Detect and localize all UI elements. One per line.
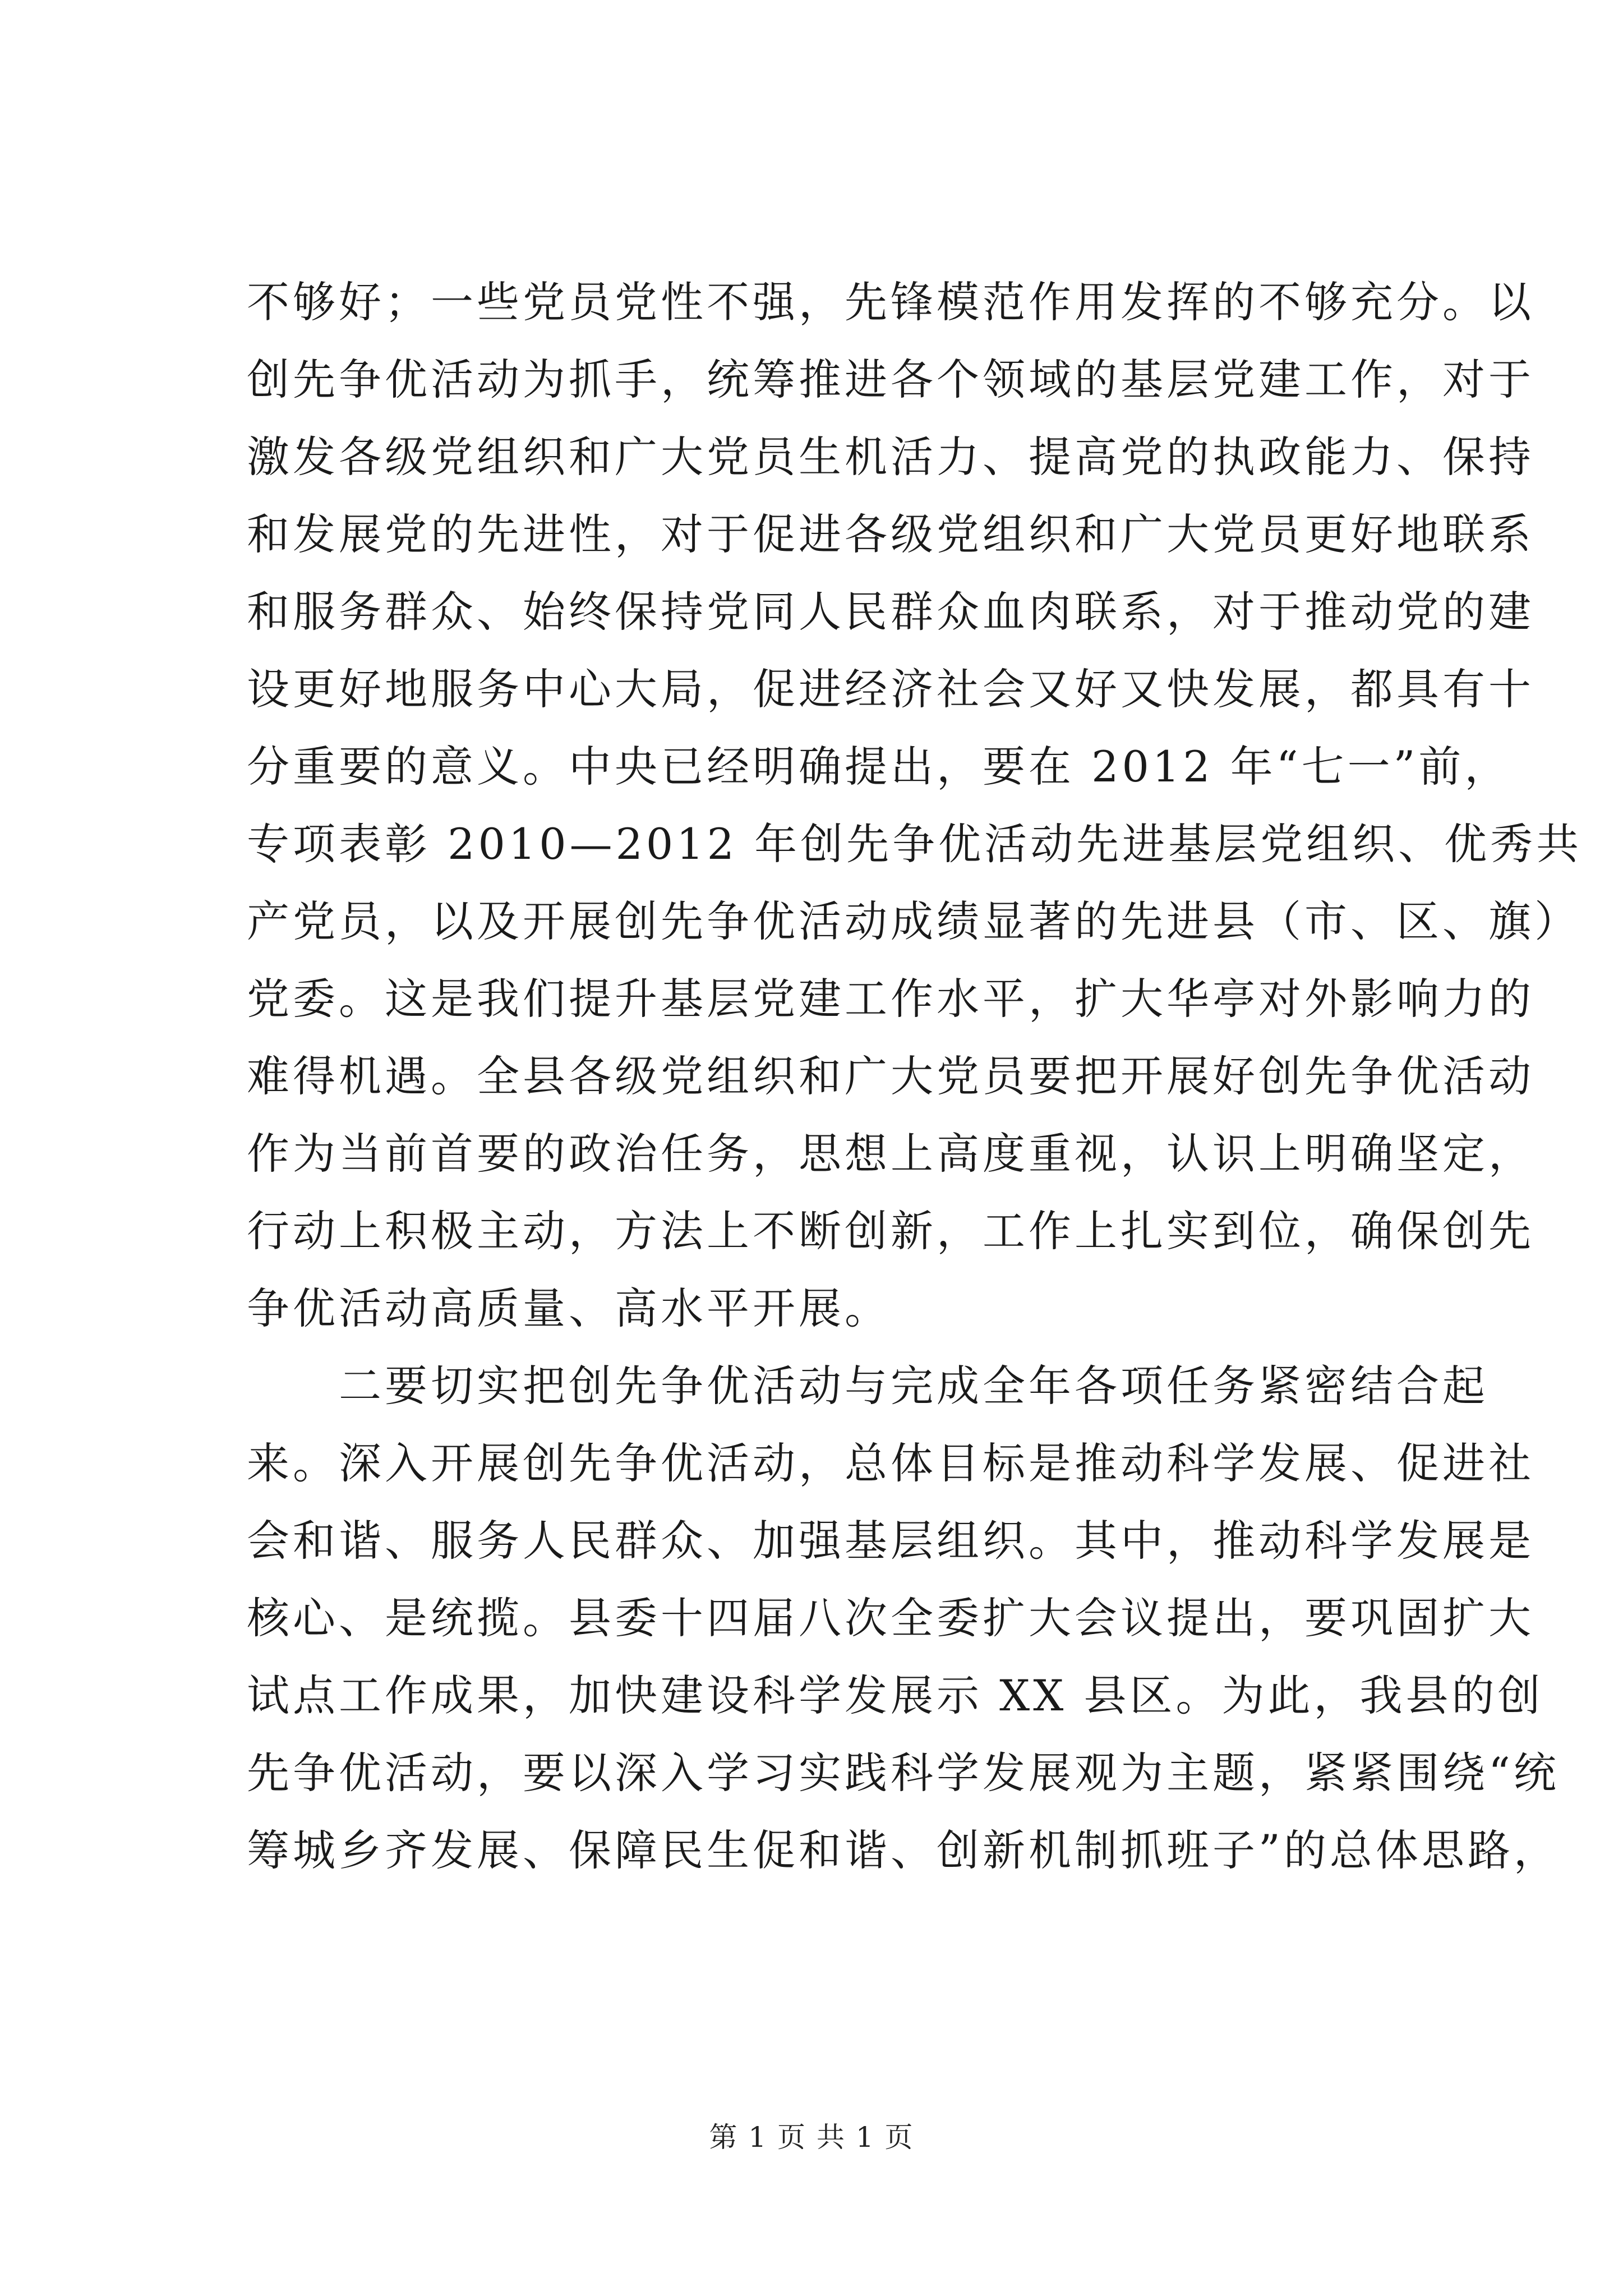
text-line: 不够好；一些党员党性不强，先锋模范作用发挥的不够充分。以	[247, 277, 1534, 327]
text-line: 核心、是统揽。县委十四届八次全委扩大会议提出，要巩固扩大	[247, 1593, 1534, 1643]
paragraph-1	[247, 264, 1583, 1347]
page-footer	[0, 2115, 1623, 2155]
text-line: 会和谐、服务人民群众、加强基层组织。其中，推动科学发展是	[247, 1516, 1534, 1566]
text-line: 分重要的意义。中央已经明确提出，要在 2012 年“七一”前，	[247, 742, 1511, 792]
text-line: 争优活动高质量、高水平开展。	[247, 1283, 891, 1333]
text-line: 先争优活动，要以深入学习实践科学发展观为主题，紧紧围绕“统	[247, 1748, 1560, 1798]
text-line: 创先争优活动为抓手，统筹推进各个领域的基层党建工作，对于	[247, 355, 1534, 404]
text-line: 产党员，以及开展创先争优活动成绩显著的先进县（市、区、旗）	[247, 896, 1580, 946]
text-line: 来。深入开展创先争优活动，总体目标是推动科学发展、促进社	[247, 1438, 1534, 1488]
text-line: 党委。这是我们提升基层党建工作水平，扩大华亭对外影响力的	[247, 974, 1534, 1024]
body-text	[247, 264, 1583, 1889]
text-line: 设更好地服务中心大局，促进经济社会又好又快发展，都具有十	[247, 664, 1534, 714]
text-line: 和发展党的先进性，对于促进各级党组织和广大党员更好地联系	[247, 509, 1534, 559]
text-line: 专项表彰 2010—2012 年创先争优活动先进基层党组织、优秀共	[247, 819, 1583, 869]
text-line: 筹城乡齐发展、保障民生促和谐、创新机制抓班子”的总体思路，	[247, 1825, 1560, 1875]
text-line: 和服务群众、始终保持党同人民群众血肉联系，对于推动党的建	[247, 587, 1534, 637]
text-line: 二要切实把创先争优活动与完成全年各项任务紧密结合起	[339, 1361, 1488, 1411]
text-line: 行动上积极主动，方法上不断创新，工作上扎实到位，确保创先	[247, 1206, 1534, 1256]
text-line: 难得机遇。全县各级党组织和广大党员要把开展好创先争优活动	[247, 1051, 1534, 1101]
text-line: 试点工作成果，加快建设科学发展示 XX 县区。为此，我县的创	[247, 1671, 1544, 1720]
text-line: 作为当前首要的政治任务，思想上高度重视，认识上明确坚定，	[247, 1129, 1534, 1179]
text-line: 激发各级党组织和广大党员生机活力、提高党的执政能力、保持	[247, 432, 1534, 482]
page-number: 第 1 页 共 1 页	[709, 2121, 914, 2154]
paragraph-2	[247, 1347, 1560, 1889]
